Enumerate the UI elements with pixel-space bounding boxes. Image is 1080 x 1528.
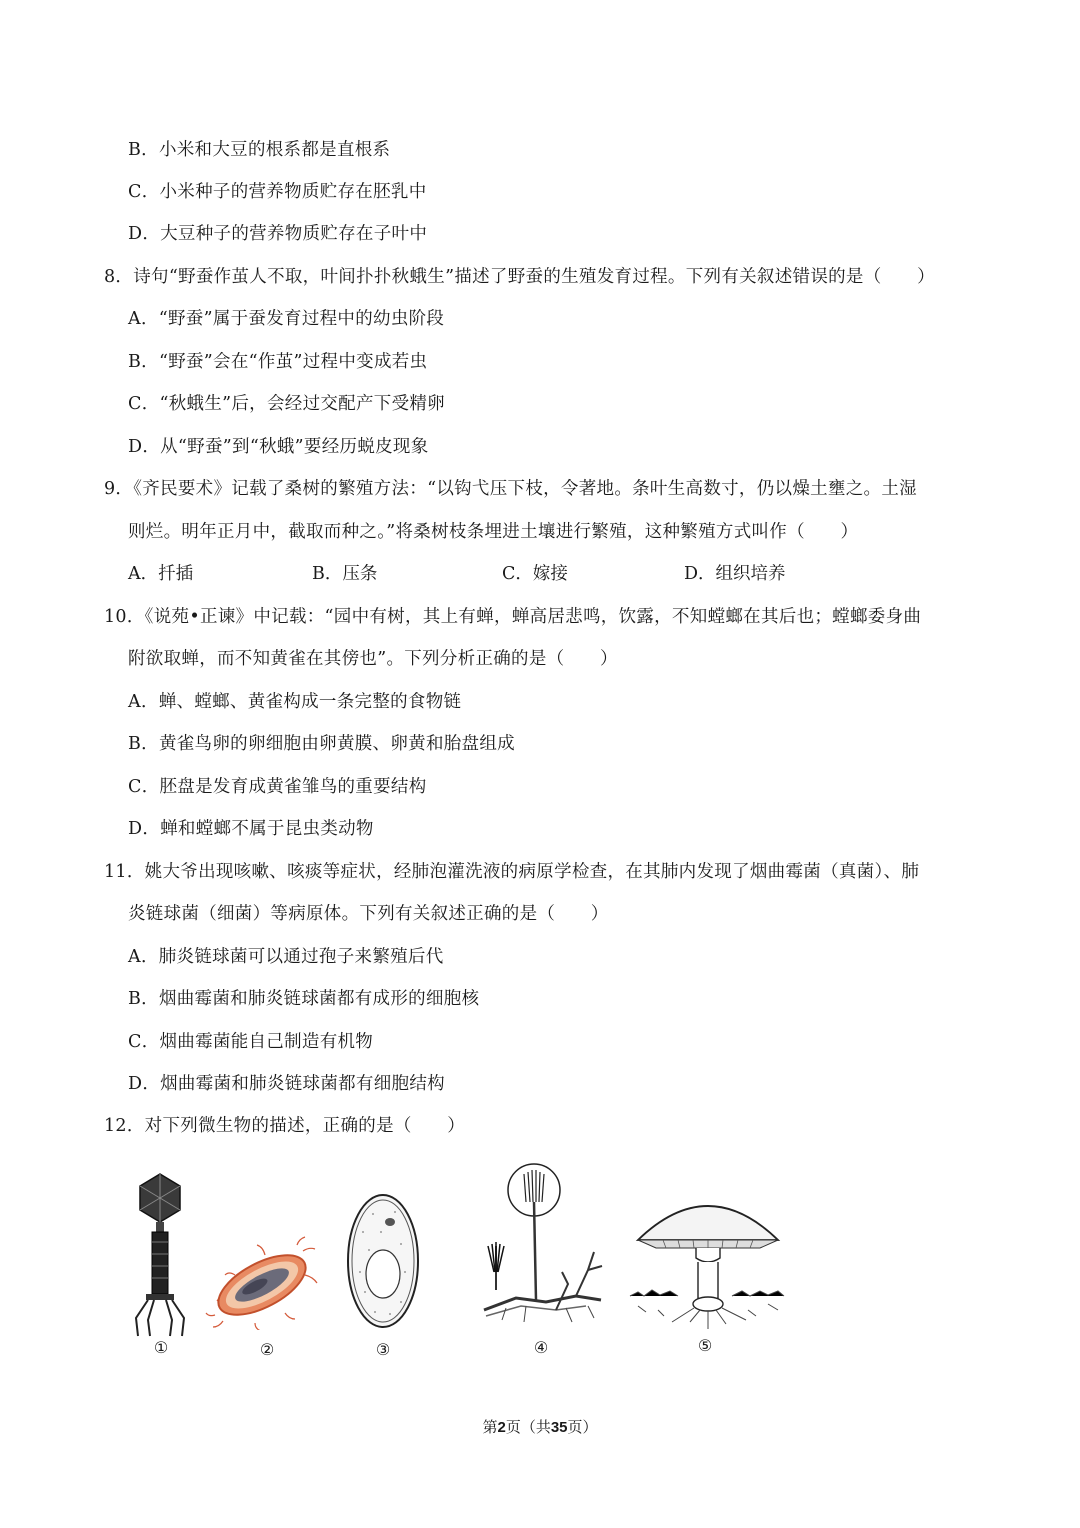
q11-option-d: D．烟曲霉菌和肺炎链球菌都有细胞结构 <box>128 1074 445 1094</box>
q10-option-a: A．蝉、螳螂、黄雀构成一条完整的食物链 <box>128 692 462 712</box>
q10-stem-line1: 10．《说苑•正谏》中记载：“园中有树，其上有蝉，蝉高居悲鸣，饮露，不知螳螂在其后也；螳螂委身曲 <box>104 607 922 627</box>
figure-label-5: ⑤ <box>697 1336 713 1355</box>
q8-stem: 8．诗句“野蚕作茧人不取，叶间扑扑秋蛾生”描述了野蚕的生殖发育过程。下列有关叙述错误的是（ ） <box>104 267 935 287</box>
footer-page-number: 2 <box>497 1419 506 1436</box>
q8-option-d: D．从“野蚕”到“秋蛾”要经历蜕皮现象 <box>128 437 429 457</box>
figure-label-1: ① <box>153 1338 169 1357</box>
q9-option-d: D．组织培养 <box>684 564 786 584</box>
microorganism-figure <box>120 1150 820 1380</box>
q9-option-a: A．扦插 <box>128 564 194 584</box>
q10-option-c: C．胚盘是发育成黄雀雏鸟的重要结构 <box>128 777 427 797</box>
footer-mid: 页（共 <box>505 1418 551 1436</box>
q8-option-b: B．“野蚕”会在“作茧”过程中变成若虫 <box>128 352 428 372</box>
q11-option-b: B．烟曲霉菌和肺炎链球菌都有成形的细胞核 <box>128 989 480 1009</box>
q10-option-b: B．黄雀鸟卵的卵细胞由卵黄膜、卵黄和胎盘组成 <box>128 734 515 754</box>
q10-option-d: D．蝉和螳螂不属于昆虫类动物 <box>128 819 374 839</box>
mushroom-icon <box>628 1192 793 1332</box>
q11-option-a: A．肺炎链球菌可以通过孢子来繁殖后代 <box>128 947 444 967</box>
q11-stem-line2: 炎链球菌（细菌）等病原体。下列有关叙述正确的是（ ） <box>128 904 609 924</box>
footer-total-pages: 35 <box>550 1419 568 1436</box>
q8-option-c: C．“秋蛾生”后，会经过交配产下受精卵 <box>128 394 445 414</box>
q9-stem-line1: 9．《齐民要术》记载了桑树的繁殖方法：“以钩弋压下枝，令著地。条叶生高数寸，仍以燥土壅之。土湿 <box>104 479 917 499</box>
figure-label-3: ③ <box>375 1340 391 1359</box>
footer-prefix: 第 <box>482 1418 498 1436</box>
bacterium-icon <box>205 1235 320 1330</box>
figure-label-4: ④ <box>533 1338 549 1357</box>
q12-stem: 12．对下列微生物的描述，正确的是（ ） <box>104 1116 466 1136</box>
q7-option-c: C．小米种子的营养物质贮存在胚乳中 <box>128 182 427 202</box>
bacteriophage-icon <box>128 1170 192 1340</box>
yeast-cell-icon <box>345 1192 421 1330</box>
mold-icon <box>476 1160 611 1330</box>
figure-label-2: ② <box>259 1340 275 1359</box>
q8-option-a: A．“野蚕”属于蚕发育过程中的幼虫阶段 <box>128 309 445 329</box>
q10-stem-line2: 附欲取蝉，而不知黄雀在其傍也”。下列分析正确的是（ ） <box>128 649 618 669</box>
q9-option-b: B．压条 <box>312 564 378 584</box>
q9-option-c: C．嫁接 <box>502 564 568 584</box>
q7-option-d: D．大豆种子的营养物质贮存在子叶中 <box>128 224 428 244</box>
page-footer <box>0 1416 1080 1437</box>
q11-option-c: C．烟曲霉菌能自己制造有机物 <box>128 1032 374 1052</box>
q11-stem-line1: 11．姚大爷出现咳嗽、咳痰等症状，经肺泡灌洗液的病原学检查，在其肺内发现了烟曲霉菌（真菌）、肺 <box>104 862 920 882</box>
q9-stem-line2: 则烂。明年正月中，截取而种之。”将桑树枝条埋进土壤进行繁殖，这种繁殖方式叫作（ ） <box>128 522 859 542</box>
q7-option-b: B．小米和大豆的根系都是直根系 <box>128 140 391 160</box>
footer-suffix: 页） <box>567 1418 598 1436</box>
